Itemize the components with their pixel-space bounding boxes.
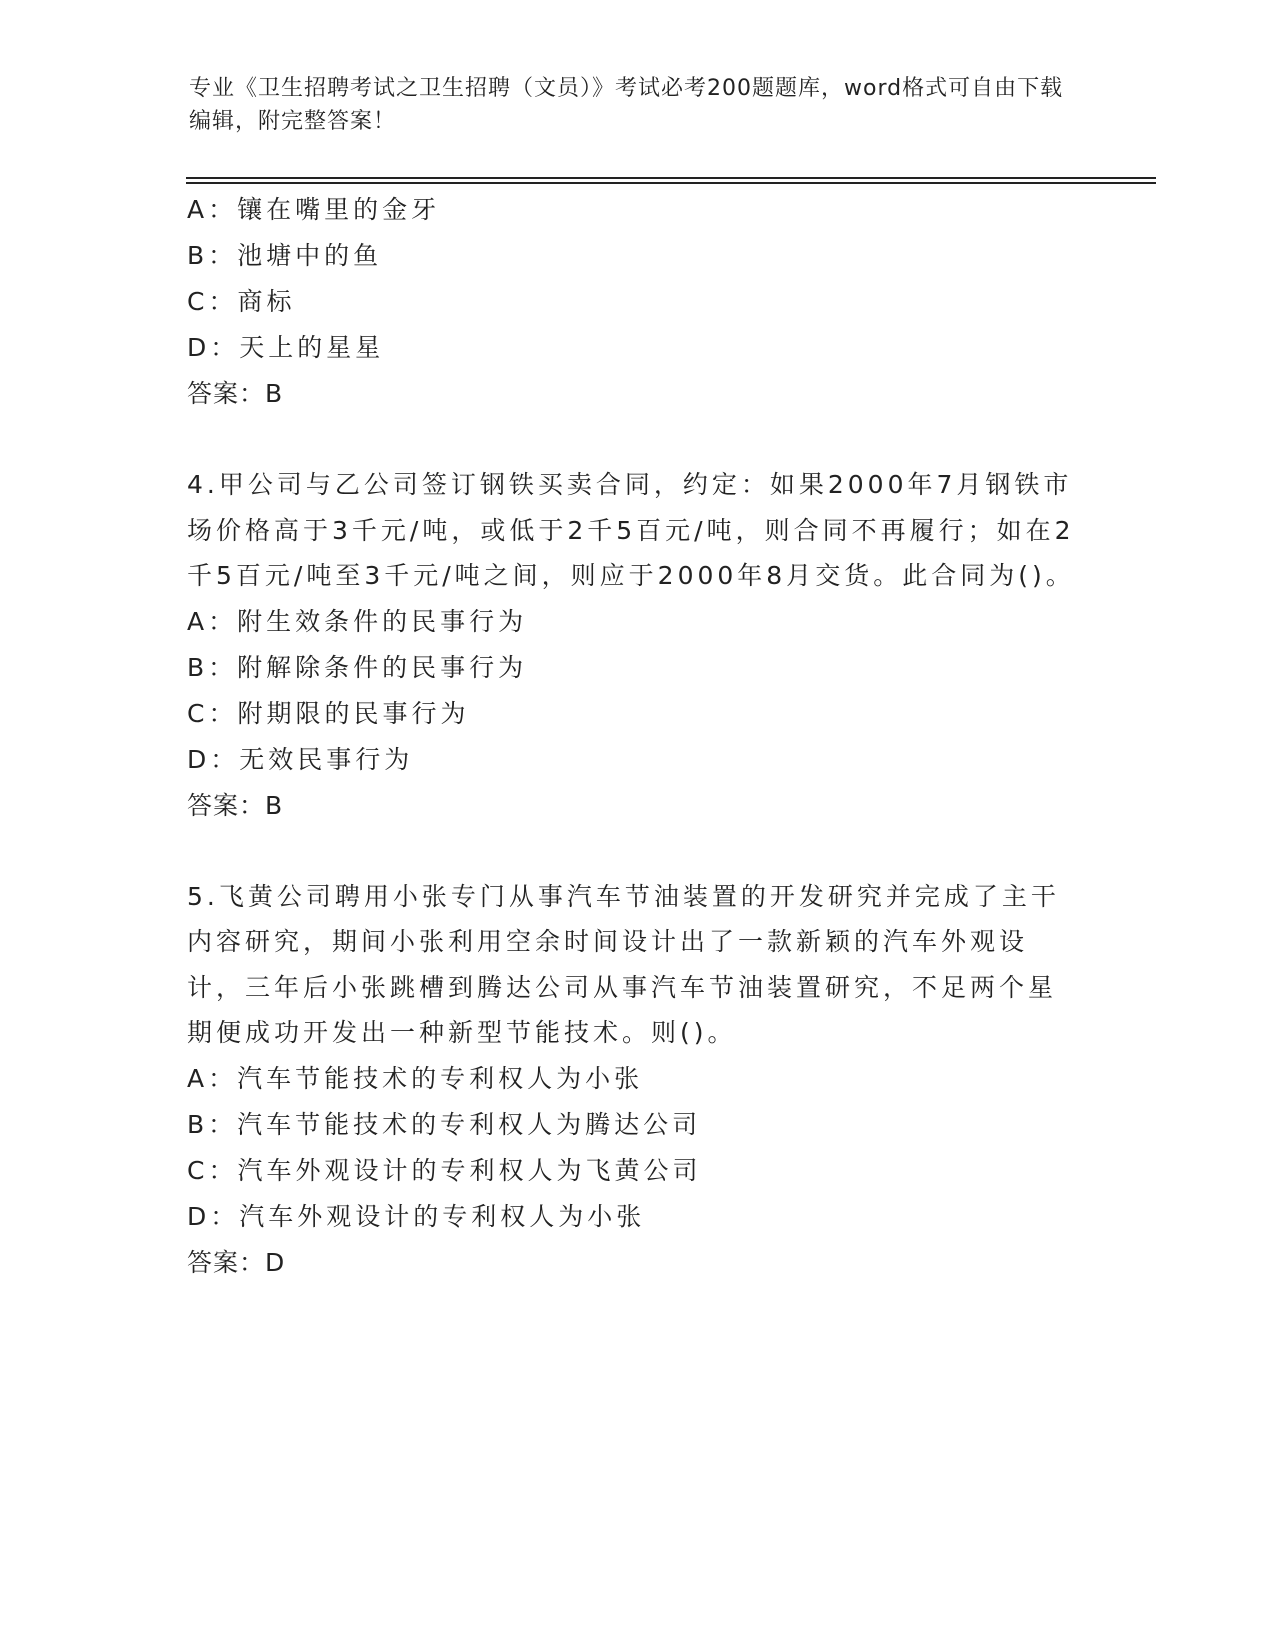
option-a: A：附生效条件的民事行为 [187, 606, 528, 636]
question-block-3 [187, 187, 1087, 417]
answer-line: 答案：B [187, 379, 284, 408]
option-d: D：无效民事行为 [187, 744, 414, 774]
header-divider-top [186, 177, 1156, 179]
answer-line: 答案：B [187, 790, 284, 820]
option-d: D：天上的星星 [187, 333, 385, 362]
option-b: B：附解除条件的民事行为 [187, 652, 528, 682]
spacer [187, 829, 1087, 874]
option-c: C：商标 [187, 287, 296, 316]
option-a: A：镶在嘴里的金牙 [187, 195, 441, 224]
option-d: D：汽车外观设计的专利权人为小张 [187, 1201, 646, 1231]
answer-line: 答案：D [187, 1247, 286, 1277]
header-divider-bottom [186, 182, 1156, 184]
question-block-4 [187, 462, 1087, 829]
option-b: B：池塘中的鱼 [187, 241, 383, 270]
question-block-5 [187, 874, 1087, 1286]
document-header: 专业《卫生招聘考试之卫生招聘（文员）》考试必考200题题库，word格式可自由下载编辑，附完整答案！ [189, 76, 1064, 134]
question-list [187, 187, 1087, 1286]
question-stem: 4.甲公司与乙公司签订钢铁买卖合同，约定：如果2000年7月钢铁市场价格高于3千元/吨，或低于2千5百元/吨，则合同不再履行；如在2千5百元/吨至3千元/吨之间，则应于2000年8月交货。此合同为()。 [187, 470, 1075, 590]
option-a: A：汽车节能技术的专利权人为小张 [187, 1063, 644, 1093]
spacer [187, 417, 1087, 462]
question-stem: 5.飞黄公司聘用小张专门从事汽车节油装置的开发研究并完成了主干内容研究，期间小张利用空余时间设计出了一款新颖的汽车外观设计，三年后小张跳槽到腾达公司从事汽车节油装置研究，不足两个星期便成功开发出一种新型节能技术。则()。 [187, 881, 1060, 1047]
option-b: B：汽车节能技术的专利权人为腾达公司 [187, 1109, 702, 1139]
option-c: C：汽车外观设计的专利权人为飞黄公司 [187, 1155, 702, 1185]
option-c: C：附期限的民事行为 [187, 698, 470, 728]
